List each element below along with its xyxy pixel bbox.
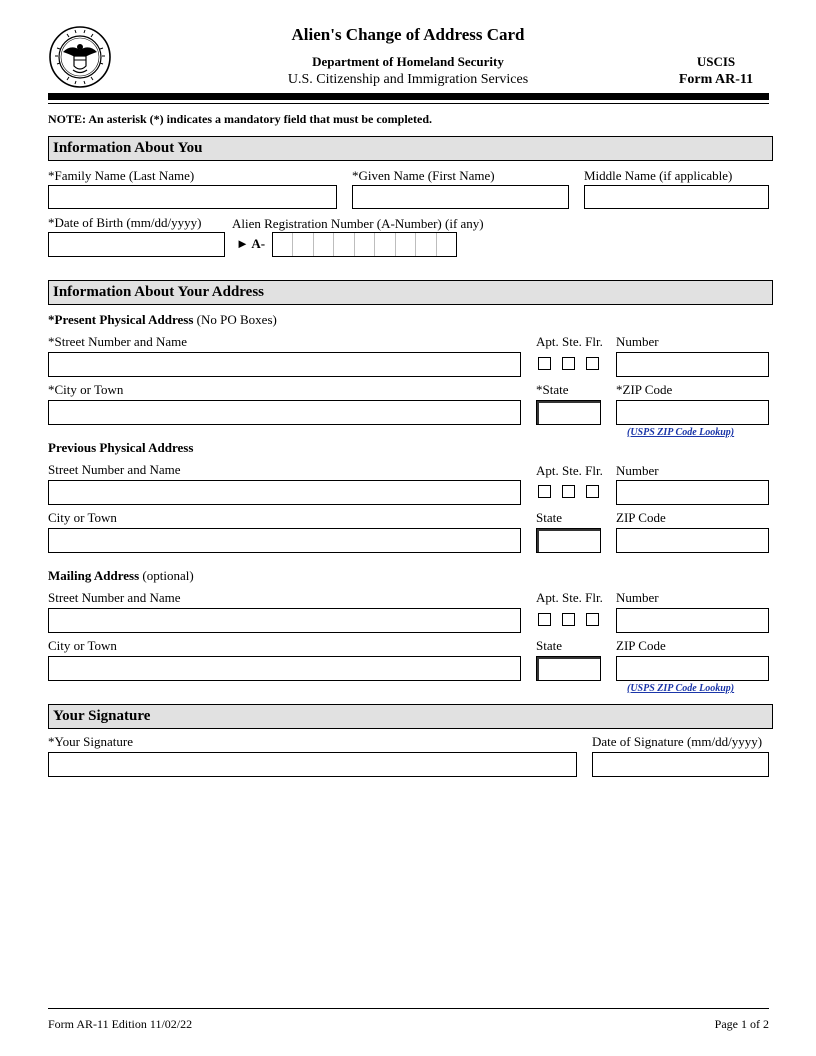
a-number-digit[interactable] (314, 233, 334, 256)
previous-state-label: State (536, 510, 562, 525)
mailing-apt-label: Apt. Ste. Flr. (536, 590, 603, 605)
present-state-label: *State (536, 382, 569, 397)
previous-apt-checkbox[interactable] (538, 485, 551, 498)
a-number-digit[interactable] (355, 233, 375, 256)
present-number-field[interactable] (616, 352, 769, 377)
previous-zip-field[interactable] (616, 528, 769, 553)
mailing-flr-checkbox[interactable] (586, 613, 599, 626)
footer-edition: Form AR-11 Edition 11/02/22 (48, 1017, 193, 1031)
previous-flr-checkbox[interactable] (586, 485, 599, 498)
previous-street-field[interactable] (48, 480, 521, 505)
mandatory-field-note: NOTE: An asterisk (*) indicates a mandatory field that must be completed. (48, 112, 432, 126)
previous-zip-label: ZIP Code (616, 510, 666, 525)
footer-page-number: Page 1 of 2 (714, 1017, 769, 1031)
present-ste-checkbox[interactable] (562, 357, 575, 370)
a-number-prefix: ► A- (236, 236, 266, 251)
present-address-title: *Present Physical Address (48, 312, 194, 327)
mailing-number-label: Number (616, 590, 659, 605)
a-number-digit[interactable] (334, 233, 354, 256)
a-number-digit[interactable] (416, 233, 436, 256)
mailing-ste-checkbox[interactable] (562, 613, 575, 626)
previous-number-label: Number (616, 463, 659, 478)
a-number-digit[interactable] (273, 233, 293, 256)
signature-date-label: Date of Signature (mm/dd/yyyy) (592, 734, 763, 749)
date-of-birth-field[interactable] (48, 232, 225, 257)
signature-field[interactable] (48, 752, 577, 777)
previous-street-label: Street Number and Name (48, 462, 181, 477)
present-zip-label: *ZIP Code (616, 382, 673, 397)
mailing-city-field[interactable] (48, 656, 521, 681)
mailing-address-heading (48, 568, 194, 584)
form-title: Alien's Change of Address Card (291, 25, 525, 44)
section-heading-about-you: Information About You (48, 136, 773, 161)
family-name-label: *Family Name (Last Name) (48, 168, 195, 183)
previous-apt-label: Apt. Ste. Flr. (536, 463, 603, 478)
present-apt-label: Apt. Ste. Flr. (536, 334, 603, 349)
present-street-field[interactable] (48, 352, 521, 377)
date-of-birth-label: *Date of Birth (mm/dd/yyyy) (48, 215, 202, 230)
present-apt-checkbox[interactable] (538, 357, 551, 370)
present-city-label: *City or Town (48, 382, 124, 397)
mailing-street-field[interactable] (48, 608, 521, 633)
previous-number-field[interactable] (616, 480, 769, 505)
mailing-state-select[interactable] (536, 656, 601, 681)
signature-date-field[interactable] (592, 752, 769, 777)
a-number-digit[interactable] (437, 233, 456, 256)
present-flr-checkbox[interactable] (586, 357, 599, 370)
given-name-field[interactable] (352, 185, 569, 209)
a-number-label: Alien Registration Number (A-Number) (if any) (232, 216, 484, 231)
previous-ste-checkbox[interactable] (562, 485, 575, 498)
present-address-note: (No PO Boxes) (193, 312, 277, 327)
footer-rule (48, 1008, 769, 1009)
mailing-zip-label: ZIP Code (616, 638, 666, 653)
a-number-digit[interactable] (396, 233, 416, 256)
present-street-label: *Street Number and Name (48, 334, 187, 349)
a-number-digit[interactable] (375, 233, 395, 256)
present-zip-lookup-link[interactable]: (USPS ZIP Code Lookup) (627, 427, 735, 438)
mailing-number-field[interactable] (616, 608, 769, 633)
a-number-digit[interactable] (293, 233, 313, 256)
mailing-state-label: State (536, 638, 562, 653)
given-name-label: *Given Name (First Name) (352, 168, 495, 183)
present-address-heading (48, 312, 277, 328)
department-name: Department of Homeland Security (312, 54, 504, 69)
header-rule-thin (48, 103, 769, 104)
signature-label: *Your Signature (48, 734, 133, 749)
agency-abbreviation: USCIS (696, 54, 736, 69)
mailing-apt-checkbox[interactable] (538, 613, 551, 626)
mailing-street-label: Street Number and Name (48, 590, 181, 605)
mailing-city-label: City or Town (48, 638, 117, 653)
previous-state-select[interactable] (536, 528, 601, 553)
present-city-field[interactable] (48, 400, 521, 425)
mailing-address-note: (optional) (139, 568, 194, 583)
middle-name-field[interactable] (584, 185, 769, 209)
section-heading-signature: Your Signature (48, 704, 773, 729)
section-heading-address: Information About Your Address (48, 280, 773, 305)
previous-city-label: City or Town (48, 510, 117, 525)
agency-name: U.S. Citizenship and Immigration Services (287, 72, 529, 87)
mailing-zip-field[interactable] (616, 656, 769, 681)
previous-city-field[interactable] (48, 528, 521, 553)
present-number-label: Number (616, 334, 659, 349)
mailing-address-title: Mailing Address (48, 568, 140, 583)
form-number: Form AR-11 (678, 72, 754, 87)
middle-name-label: Middle Name (if applicable) (584, 168, 733, 183)
header-rule-thick (48, 93, 769, 100)
present-zip-field[interactable] (616, 400, 769, 425)
present-state-select[interactable] (536, 400, 601, 425)
family-name-field[interactable] (48, 185, 337, 209)
a-number-field[interactable] (272, 232, 457, 257)
mailing-zip-lookup-link[interactable]: (USPS ZIP Code Lookup) (627, 683, 735, 694)
previous-address-title: Previous Physical Address (48, 440, 194, 455)
